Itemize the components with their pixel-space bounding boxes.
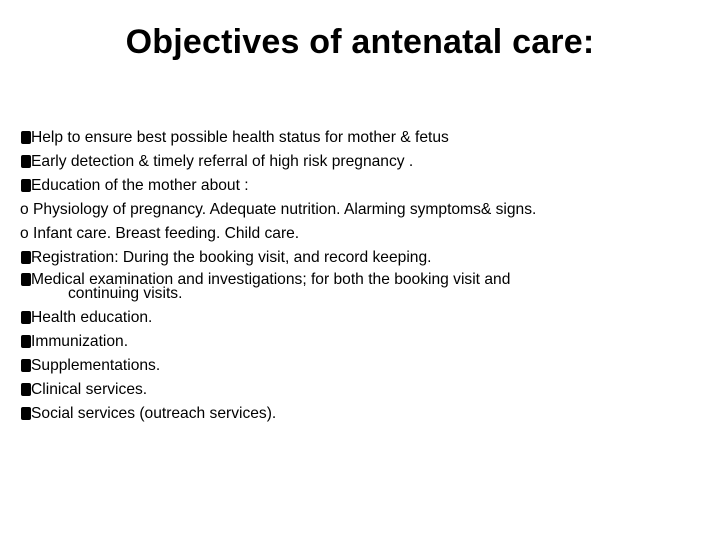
list-item-text: Education of the mother about : (31, 177, 249, 194)
sub-list-item (20, 198, 700, 222)
bullet-icon (21, 383, 31, 396)
list-item (20, 402, 700, 426)
bullet-icon (21, 407, 31, 420)
list-item-text: Health education. (31, 309, 153, 326)
bullet-icon (21, 273, 31, 286)
list-item-continuation (20, 286, 700, 302)
list-item (20, 126, 700, 150)
sub-list-item (20, 222, 700, 246)
list-item-text: Supplementations. (31, 357, 161, 374)
sub-bullet-marker: o (20, 225, 29, 242)
bullet-icon (21, 359, 31, 372)
sub-list-item-text: Infant care. Breast feeding. Child care. (33, 225, 300, 242)
bullet-icon (21, 335, 31, 348)
slide-title: Objectives of antenatal care: (125, 23, 595, 61)
list-item-text: continuing visits. (68, 285, 183, 302)
bullet-icon (21, 311, 31, 324)
list-item (20, 354, 700, 378)
list-item-text: Help to ensure best possible health status for mother & fetus (31, 129, 449, 146)
sub-bullet-marker: o (20, 201, 29, 218)
list-item-text: Immunization. (31, 333, 129, 350)
slide-content (20, 126, 700, 426)
list-item-text: Social services (outreach services). (31, 405, 277, 422)
list-item (20, 306, 700, 330)
bullet-icon (21, 179, 31, 192)
list-item (20, 150, 700, 174)
list-item (20, 330, 700, 354)
bullet-icon (21, 131, 31, 144)
list-item-text: Clinical services. (31, 381, 148, 398)
bullet-icon (21, 251, 31, 264)
list-item (20, 174, 700, 198)
sub-list-item-text: Physiology of pregnancy. Adequate nutrition. Alarming symptoms& signs. (33, 201, 537, 218)
list-item-text: Medical examination and investigations; for both the booking visit and (31, 271, 511, 288)
list-item-text: Early detection & timely referral of high risk pregnancy . (31, 153, 414, 170)
bullet-icon (21, 155, 31, 168)
list-item (20, 378, 700, 402)
list-item-text: Registration: During the booking visit, and record keeping. (31, 249, 432, 266)
list-item (20, 246, 700, 270)
